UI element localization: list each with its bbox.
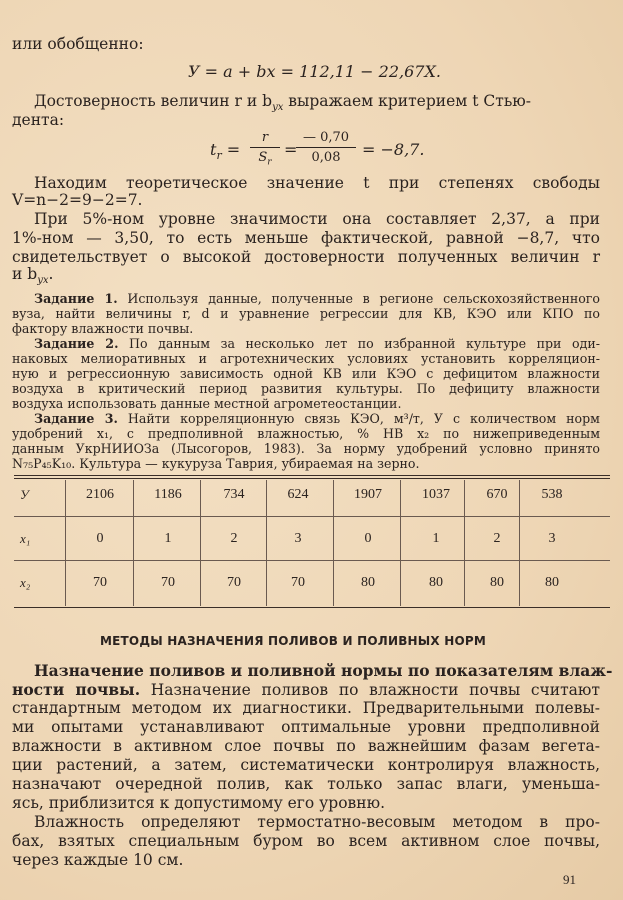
- task1-line-2: вуза, найти величины r, d и уравнение регрессии для КВ, КЭО или КПО по: [12, 306, 600, 321]
- table-vrule: [133, 480, 134, 606]
- sec-para1-line-5: влажности в активном слое почвы по важнейшим фазам вегета-: [12, 737, 600, 755]
- reliability-line: [34, 92, 531, 117]
- table-cell: 1037: [422, 487, 450, 502]
- reliability-text-b: выражаем критерием t Стью-: [283, 92, 532, 110]
- row-label-y: У: [20, 487, 29, 502]
- t-fraction-1-denominator: $S_r$: [258, 150, 272, 168]
- table-cell: 1907: [354, 487, 382, 502]
- task3-line-2: удобрений x₁, с предполивной влажностью, % НВ x₂ по нижеприведенным: [12, 426, 600, 441]
- table-vrule: [65, 480, 66, 606]
- book-page: или обобщенно: У = a + bx = 112,11 − 22,67X. Достоверность величин r и $b_{yx}$ выражаем критерием t Стью- дента: $t_r$ = r $S_r$ = — 0,70 0,08 = −8,7. Находим теоретическое значение t при степенях свободы V=n−2=9−2=7. При 5%-ном уровне значимости она составляет 2,37, а при 1%-ном — 3,50, то есть меньше фактической, равной −8,7, что свидетельствует о высокой достоверности полученных величин r и $b_{yx}$. Задание 1. Используя данные, полученные в регионе сельскохозяйственного вуза, найти величины r, d и уравнение регрессии для КВ, КЭО или КПО по фактору влажности почвы. Задание 2. По данным за несколько лет по избранной культуре при оди- наковых мелиоративных и агротехнических условиях установить корреляцион- ную и регрессионную зависимость одной КВ или КЭО с дефицитом влажности воздуха в критический период развития культуры. По дефициту влажности воздуха использовать данные местной агрометеостанции. Задание 3. Найти корреляционную связь КЭО, м³/т, У с количеством норм удобрений x₁, с предполивной влажностью, % НВ x₂ по нижеприведенным данным УкрНИИОЗа (Лысогоров, 1983). За норму удобрений условно принято N₇₅P₄₅K₁₀. Культура — кукуруза Таврия, убираемая на зерно. У x₁ x₂ 2106 1186 734 624 1907 1037 670 538 0 1 2 3 0 1 2 3 70 70 70 70 80 80 80 80 МЕТОДЫ НАЗНАЧЕНИЯ ПОЛИВОВ И ПОЛИВНЫХ НОРМ Назначение поливов и поливной нормы по показателям влаж- ности почвы. Назначение поливов по влажности почвы считают стандартным методом их диагностики. Предварительными полевы- ми опытами устанавливают оптимальные уровни предполивной влажности в активном слое почвы по важнейшим фазам вегета- ции растений, а затем, систематически контролируя влажность, назначают очередной полив, как только запас влаги, уменьша- ясь, приблизится к допустимому его уровню. Влажность определяют термостатно-весовым методом в про- бах, взятых специальным буром во всем активном слое почвы, через каждые 10 см. 91: [12, 35, 613, 887]
- table-cell: 70: [161, 575, 175, 590]
- t-fraction-1-numerator: r: [261, 130, 269, 145]
- table-top-rule-2: [14, 478, 610, 479]
- sec-para2-line-1: Влажность определяют термостатно-весовым методом в про-: [34, 813, 600, 831]
- page-number: 91: [563, 872, 576, 887]
- sec-para1-line-4: ми опытами устанавливают оптимальные уровни предполивной: [12, 718, 600, 736]
- task2-label: Задание 2.: [34, 336, 119, 351]
- table-vrule: [464, 480, 465, 606]
- table-cell: 3: [294, 531, 302, 546]
- pct-line-4: и $b_{yx}$.: [12, 265, 54, 287]
- t-symbol: t: [210, 140, 217, 159]
- theor-line-1: Находим теоретическое значение t при степенях свободы: [34, 174, 600, 192]
- table-cell: 1186: [154, 487, 182, 502]
- sec-para1-line-3: стандартным методом их диагностики. Предварительными полевы-: [12, 699, 600, 717]
- task3-line-3: данным УкрНИИОЗа (Лысогоров, 1983). За норму удобрений условно принято: [12, 441, 600, 456]
- regression-equation: У = a + bx = 112,11 − 22,67X.: [188, 62, 441, 81]
- table-cell: 2: [493, 531, 501, 546]
- table-cell: 624: [287, 487, 309, 502]
- table-cell: 0: [364, 531, 372, 546]
- task2-line-4: воздуха в критический период развития культуры. По дефициту влажности: [12, 381, 600, 396]
- table-cell: 70: [291, 575, 305, 590]
- pct-line-1: При 5%-ном уровне значимости она составляет 2,37, а при: [34, 210, 600, 228]
- t-lhs: $t_r$ =: [210, 140, 241, 163]
- table-cell: 70: [93, 575, 107, 590]
- t-sub: r: [216, 149, 222, 163]
- table-cell: 2106: [86, 487, 114, 502]
- table-top-rule: [14, 475, 610, 476]
- sec-para2-line-2: бах, взятых специальным буром во всем активном слое почвы,: [12, 832, 600, 850]
- pct-line-3: свидетельствует о высокой достоверности полученных величин r: [12, 248, 600, 266]
- sec-para2-line-3: через каждые 10 см.: [12, 851, 184, 869]
- reliability-sub: yx: [272, 102, 284, 114]
- table-cell: 670: [486, 487, 508, 502]
- pct-line-2: 1%-ном — 3,50, то есть меньше фактической, равной −8,7, что: [12, 229, 600, 247]
- t-fraction-2-numerator: — 0,70: [302, 130, 350, 145]
- table-vrule: [519, 480, 520, 606]
- table-cell: 3: [548, 531, 556, 546]
- table-cell: 538: [541, 487, 563, 502]
- task1-label: Задание 1.: [34, 291, 118, 306]
- table-cell: 1: [164, 531, 172, 546]
- table-vrule: [266, 480, 267, 606]
- table-cell: 80: [545, 575, 559, 590]
- sec-para1-line-6: ции растений, а затем, систематически контролируя влажность,: [12, 756, 600, 774]
- sec-para1-line-8: ясь, приблизится к допустимому его уровню.: [12, 794, 386, 812]
- table-vrule: [200, 480, 201, 606]
- table-hrule: [14, 516, 610, 517]
- intro-text: или обобщенно:: [12, 35, 144, 53]
- table-cell: 80: [361, 575, 375, 590]
- table-cell: 0: [96, 531, 104, 546]
- table-cell: 1: [432, 531, 440, 546]
- table-vrule: [333, 480, 334, 606]
- task2-line-2: наковых мелиоративных и агротехнических условиях установить корреляцион-: [12, 351, 600, 366]
- table-hrule: [14, 560, 610, 561]
- table-bottom-rule: [14, 607, 610, 608]
- sec-para1-line-2: ности почвы. Назначение поливов по влажности почвы считают: [12, 680, 600, 699]
- theor-line-2: V=n−2=9−2=7.: [12, 191, 143, 209]
- t-fraction-2: [296, 130, 356, 165]
- task2-line-5: воздуха использовать данные местной агрометеостанции.: [12, 396, 402, 411]
- table-cell: 80: [490, 575, 504, 590]
- table-cell: 734: [223, 487, 245, 502]
- sec-para1-line-7: назначают очередной полив, как только запас влаги, уменьша-: [12, 775, 600, 793]
- task1-line-1: Задание 1. Используя данные, полученные в регионе сельскохозяйственного: [34, 291, 600, 306]
- task2-line-1: Задание 2. По данным за несколько лет по избранной культуре при оди-: [34, 336, 600, 351]
- task2-line-3: ную и регрессионную зависимость одной КВ или КЭО с дефицитом влажности: [12, 366, 600, 381]
- task3-line-1: Задание 3. Найти корреляционную связь КЭО, м³/т, У с количеством норм: [34, 411, 600, 426]
- row-label-x1: x₁: [20, 531, 31, 546]
- t-fraction-1: [250, 130, 280, 168]
- table-cell: 2: [230, 531, 238, 546]
- table-vrule: [400, 480, 401, 606]
- sec-para1-line-1: Назначение поливов и поливной нормы по показателям влаж-: [34, 661, 613, 680]
- row-label-x2: x₂: [20, 575, 31, 590]
- task1-line-3: фактору влажности почвы.: [12, 321, 194, 336]
- table-cell: 80: [429, 575, 443, 590]
- task3-line-4: N₇₅P₄₅K₁₀. Культура — кукуруза Таврия, убираемая на зерно.: [12, 456, 420, 471]
- task3-label: Задание 3.: [34, 411, 118, 426]
- reliability-text-a: Достоверность величин r и b: [34, 92, 273, 110]
- reliability-line-2: дента:: [12, 111, 65, 129]
- t-result: = −8,7.: [362, 140, 425, 159]
- table-cell: 70: [227, 575, 241, 590]
- section-heading: МЕТОДЫ НАЗНАЧЕНИЯ ПОЛИВОВ И ПОЛИВНЫХ НОРМ: [100, 634, 487, 648]
- t-fraction-2-denominator: 0,08: [311, 150, 341, 165]
